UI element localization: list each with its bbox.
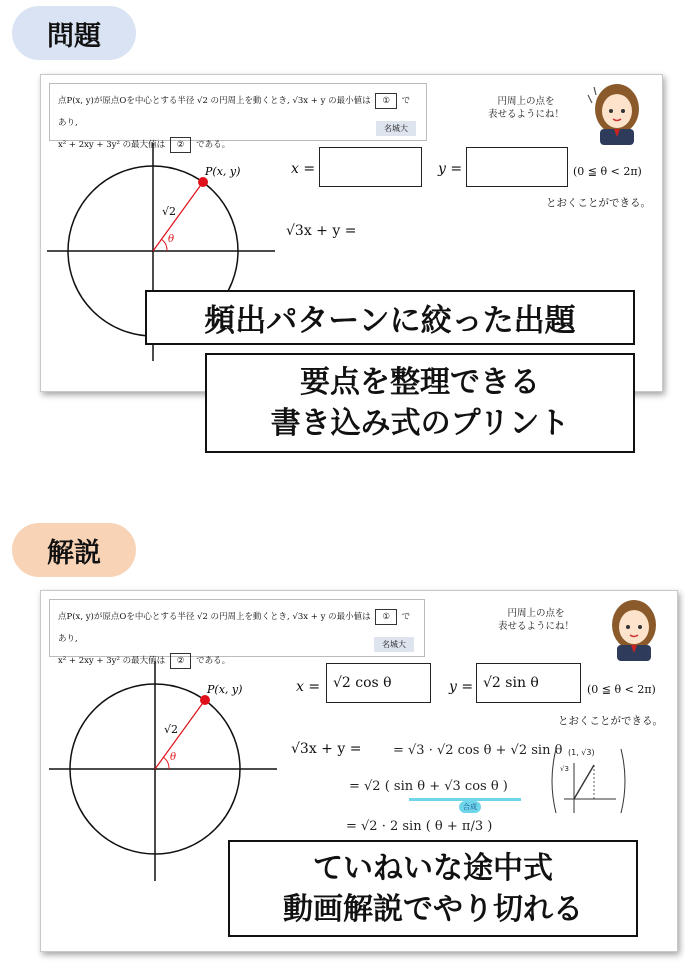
speech-bubble bbox=[486, 607, 586, 633]
answer-blank-2: ② bbox=[170, 137, 192, 153]
answer-blank-1: ① bbox=[375, 609, 397, 625]
radius-label: √2 bbox=[164, 723, 179, 736]
speech-line-2: 表せるようにね！ bbox=[487, 109, 564, 120]
setup-note: とおくことができる。 bbox=[558, 715, 663, 727]
setup-note: とおくことができる。 bbox=[546, 197, 651, 209]
speech-line-2: 表せるようにね！ bbox=[497, 621, 574, 632]
source-badge: 名城大 bbox=[376, 121, 416, 136]
feature-banner-frequent bbox=[145, 290, 635, 345]
x-answer: √2 cos θ bbox=[333, 675, 392, 691]
solution-section-label: 解説 bbox=[12, 523, 136, 577]
speech-line-1: 円周上の点を bbox=[507, 608, 565, 619]
radius-line bbox=[153, 182, 203, 251]
feature-banner-video bbox=[228, 840, 638, 937]
x-label: x = bbox=[296, 679, 321, 695]
speech-bubble bbox=[476, 95, 576, 121]
question-text-1: 点P(x, y)が原点Oを中心とする半径 √2 の円周上を動くとき, √3x + y の最小値は bbox=[58, 612, 371, 622]
question-line-1 bbox=[58, 606, 416, 650]
source-badge: 名城大 bbox=[374, 637, 414, 652]
question-text-2: x² + 2xy + 3y² の最大値は bbox=[58, 656, 166, 666]
theta-range: (0 ≦ θ < 2π) bbox=[573, 165, 642, 178]
question-text-2b: である。 bbox=[196, 140, 231, 150]
y-answer-box[interactable] bbox=[476, 663, 581, 703]
solution-step-1: = √3 · √2 cos θ + √2 sin θ bbox=[393, 743, 563, 758]
question-box bbox=[49, 83, 427, 150]
problem-section-label: 問題 bbox=[12, 6, 136, 60]
x-label: x = bbox=[291, 161, 316, 177]
question-text-1b: であり, bbox=[58, 612, 411, 644]
question-text-2: x² + 2xy + 3y² の最大値は bbox=[58, 140, 166, 150]
expression-label: √3x + y = bbox=[286, 223, 357, 239]
question-text-1: 点P(x, y)が原点Oを中心とする半径 √2 の円周上を動くとき, √3x + y の最小値は bbox=[58, 96, 371, 106]
teacher-avatar bbox=[603, 597, 665, 661]
angle-arc bbox=[163, 757, 169, 769]
point-p bbox=[200, 695, 210, 705]
y-label: y = bbox=[438, 161, 463, 177]
y-answer-box[interactable] bbox=[466, 147, 568, 187]
question-box-solution bbox=[49, 599, 425, 666]
y-answer: √2 sin θ bbox=[483, 675, 539, 691]
answer-blank-1: ① bbox=[375, 93, 397, 109]
point-label: P(x, y) bbox=[207, 683, 243, 696]
point-p bbox=[198, 177, 208, 187]
angle-arc bbox=[161, 239, 167, 251]
question-text-2b: である。 bbox=[196, 656, 231, 666]
sketch-point-label: (1, √3) bbox=[568, 748, 595, 757]
banner-text-2a: 要点を整理できる bbox=[300, 365, 540, 400]
x-answer-box[interactable] bbox=[326, 663, 431, 703]
banner-text-2b: 書き込み式のプリント bbox=[270, 406, 570, 441]
question-text-1b: であり, bbox=[58, 96, 411, 128]
radius-line bbox=[155, 700, 205, 769]
expression-label: √3x + y = bbox=[291, 741, 362, 757]
question-line-1 bbox=[58, 90, 418, 134]
banner-text-3b: 動画解説でやり切れる bbox=[283, 891, 583, 927]
solution-step-3: = √2 · 2 sin ( θ + π/3 ) bbox=[346, 819, 493, 834]
sketch-value-label: √3 bbox=[560, 765, 569, 773]
angle-label: θ bbox=[168, 234, 175, 245]
banner-text-3a: ていねいな途中式 bbox=[313, 850, 553, 886]
point-label: P(x, y) bbox=[205, 165, 241, 178]
angle-label: θ bbox=[170, 752, 177, 763]
teacher-avatar bbox=[586, 81, 648, 145]
feature-banner-print bbox=[205, 353, 635, 453]
banner-text-1: 頻出パターンに絞った出題 bbox=[204, 303, 576, 339]
answer-blank-2: ② bbox=[170, 653, 192, 669]
solution-step-2: = √2 ( sin θ + √3 cos θ ) bbox=[349, 779, 508, 794]
y-label: y = bbox=[449, 679, 474, 695]
speech-line-1: 円周上の点を bbox=[497, 96, 555, 107]
synthesis-sketch bbox=[546, 741, 631, 823]
radius-label: √2 bbox=[162, 205, 177, 218]
x-answer-box[interactable] bbox=[319, 147, 422, 187]
theta-range: (0 ≦ θ < 2π) bbox=[587, 683, 656, 696]
synthesis-marker: 合成 bbox=[459, 801, 481, 813]
